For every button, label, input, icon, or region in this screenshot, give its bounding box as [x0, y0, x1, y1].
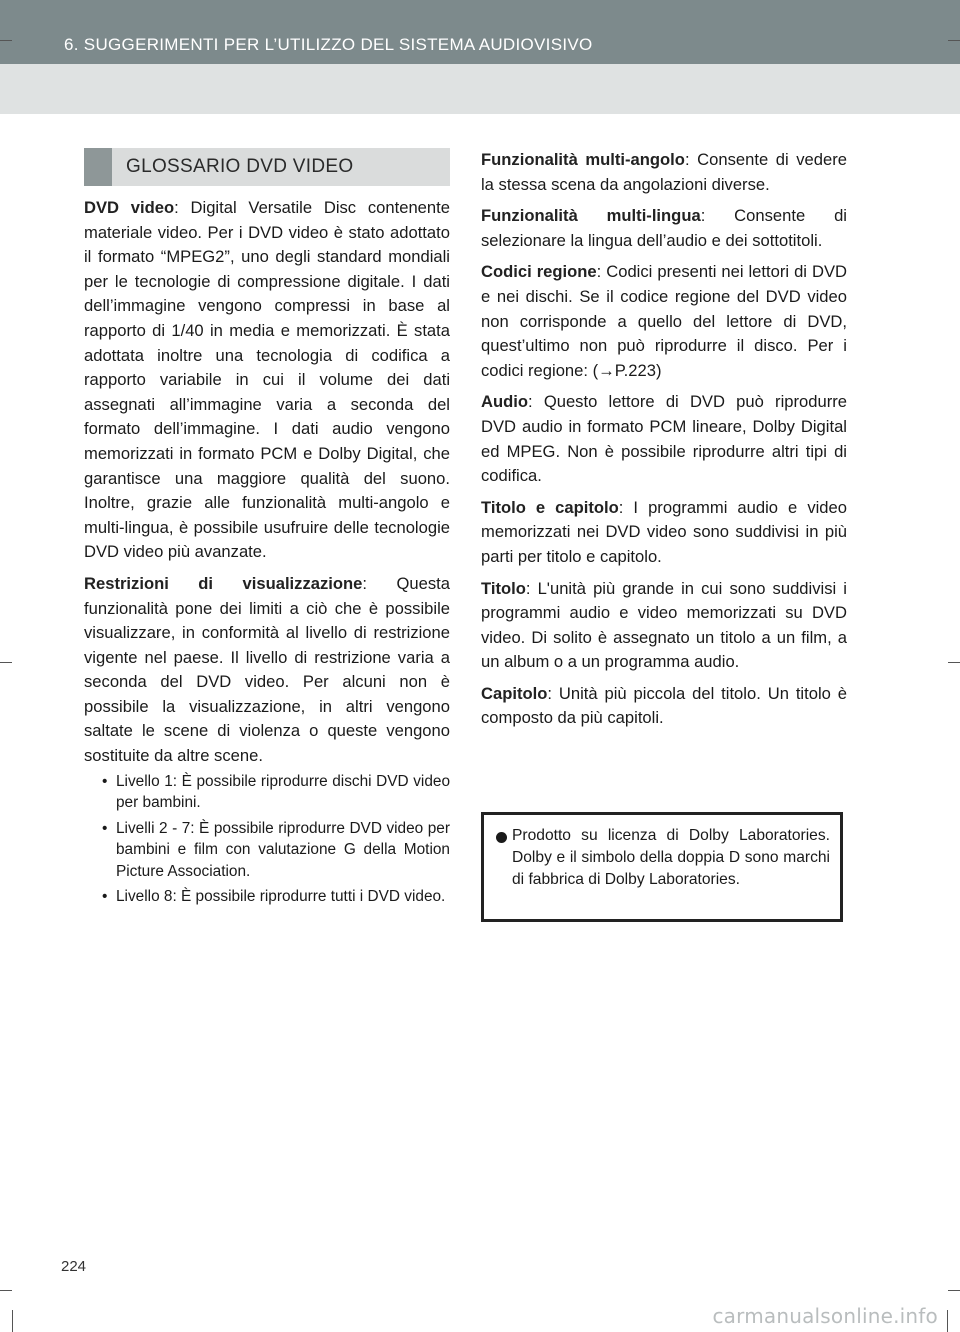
restriction-levels-list: [84, 771, 450, 908]
list-item: [84, 818, 450, 883]
glossary-entry: [481, 148, 847, 197]
glossary-entry: [481, 682, 847, 731]
dolby-note-box: [481, 812, 843, 922]
bullet-dot-icon: [496, 832, 507, 843]
glossary-definition: : Consente di vedere la stessa scena da angolazioni diverse.: [481, 150, 847, 194]
glossary-definition: : Questa funzionalità pone dei limiti a ciò che è possibile visualizzare, in conformità al livello di restrizione vigente nel paese. Il livello di restrizione varia a seconda del DVD video. Per alcuni non è possibile la visualizzazione, in altri vengono saltate le scene di violenza o queste vengono sostituite da altre scene.: [84, 573, 450, 766]
glossary-entry: [84, 572, 450, 769]
right-column: [481, 148, 847, 738]
glossary-definition: : Consente di selezionare la lingua dell’audio e dei sottotitoli.: [481, 206, 847, 250]
crop-mark: [12, 1310, 13, 1332]
glossary-definition: : Codici presenti nei lettori di DVD e nei dischi. Se il codice regione del DVD video non corrisponde a quello del lettore di DVD, quest’ultimo non può riprodurre il disco. Per i codici regione: (→P.223): [481, 262, 848, 380]
glossary-definition: : I programmi audio e video memorizzati nei DVD video sono suddivisi in più parti per titolo e capitolo.: [481, 497, 847, 566]
watermark: carmanualsonline.info: [712, 1304, 938, 1328]
left-column: [84, 148, 450, 912]
crop-mark: [0, 662, 12, 663]
glossary-term: Capitolo: [481, 683, 548, 703]
crop-mark: [948, 40, 960, 41]
bullet-icon: •: [102, 888, 108, 906]
list-item: [84, 886, 450, 908]
list-item: [84, 771, 450, 814]
glossary-entry: [481, 260, 847, 383]
glossary-term: Audio: [481, 392, 529, 412]
note-text: Prodotto su licenza di Dolby Laboratories. Dolby e il simbolo della doppia D sono marchi di fabbrica di Dolby Laboratories.: [512, 827, 830, 888]
list-item-text: Livello 1: È possibile riprodurre dischi DVD video per bambini.: [116, 772, 450, 812]
crop-mark: [0, 40, 12, 41]
glossary-entry: [481, 496, 847, 570]
glossary-term: Funzionalità multi-lingua: [481, 206, 701, 226]
header-subband: [0, 64, 960, 114]
glossary-term: Titolo e capitolo: [481, 497, 619, 517]
crop-mark: [947, 1310, 948, 1332]
glossary-entry: [84, 196, 450, 565]
glossary-entry: [481, 204, 847, 253]
list-item-text: Livelli 2 - 7: È possibile riprodurre DVD video per bambini e film con valutazione G della Motion Picture Association.: [116, 819, 450, 880]
glossary-definition: : L'unità più grande in cui sono suddivisi i programmi audio e video memorizzati su DVD video. Di solito è assegnato un titolo a un film, a un album o a un programma audio.: [481, 578, 847, 672]
glossary-term: Restrizioni di visualizzazione: [84, 573, 363, 593]
glossary-definition: : Questo lettore di DVD può riprodurre DVD audio in formato PCM lineare, Dolby Digital ed MPEG. Non è possibile riprodurre altri tipi di codifica.: [481, 392, 847, 486]
crop-mark: [948, 662, 960, 663]
list-item-text: Livello 8: È possibile riprodurre tutti i DVD video.: [116, 888, 446, 906]
glossary-term: Titolo: [481, 578, 526, 598]
section-accent-bar: [84, 148, 112, 186]
crop-mark: [0, 1290, 12, 1291]
glossary-term: Funzionalità multi-angolo: [481, 150, 685, 169]
chapter-title: 6. SUGGERIMENTI PER L’UTILIZZO DEL SISTEMA AUDIOVISIVO: [64, 35, 593, 54]
glossary-definition: : Unità più piccola del titolo. Un titolo è composto da più capitoli.: [481, 683, 847, 728]
glossary-term: Codici regione: [481, 262, 597, 282]
section-header: [84, 148, 450, 186]
glossary-entry: [481, 577, 847, 675]
glossary-entry: [481, 390, 847, 488]
section-title: GLOSSARIO DVD VIDEO: [126, 155, 354, 177]
page-number: 224: [61, 1258, 87, 1275]
bullet-icon: •: [102, 819, 108, 837]
glossary-definition: : Digital Versatile Disc contenente materiale video. Per i DVD video è stato adottato il formato “MPEG2”, uno degli standard mondiali per le tecnologie di compressione digitale. I dati dell’immagine vengono compressi in base al rapporto di 1/40 in media e memorizzati. È stata adottata inoltre una tecnologia di codifica a rapporto variabile in cui il volume dei dati assegnati all’immagine varia a seconda del formato dell’immagine. I dati audio vengono memorizzati in formato PCM e Dolby Digital, che garantisce una maggiore qualità del suono. Inoltre, grazie alle funzionalità multi-angolo e multi-lingua, è possibile usufruire delle tecnologie DVD video più avanzate.: [84, 198, 450, 562]
bullet-icon: •: [102, 772, 108, 790]
glossary-term: DVD video: [84, 198, 175, 217]
crop-mark: [948, 1290, 960, 1291]
